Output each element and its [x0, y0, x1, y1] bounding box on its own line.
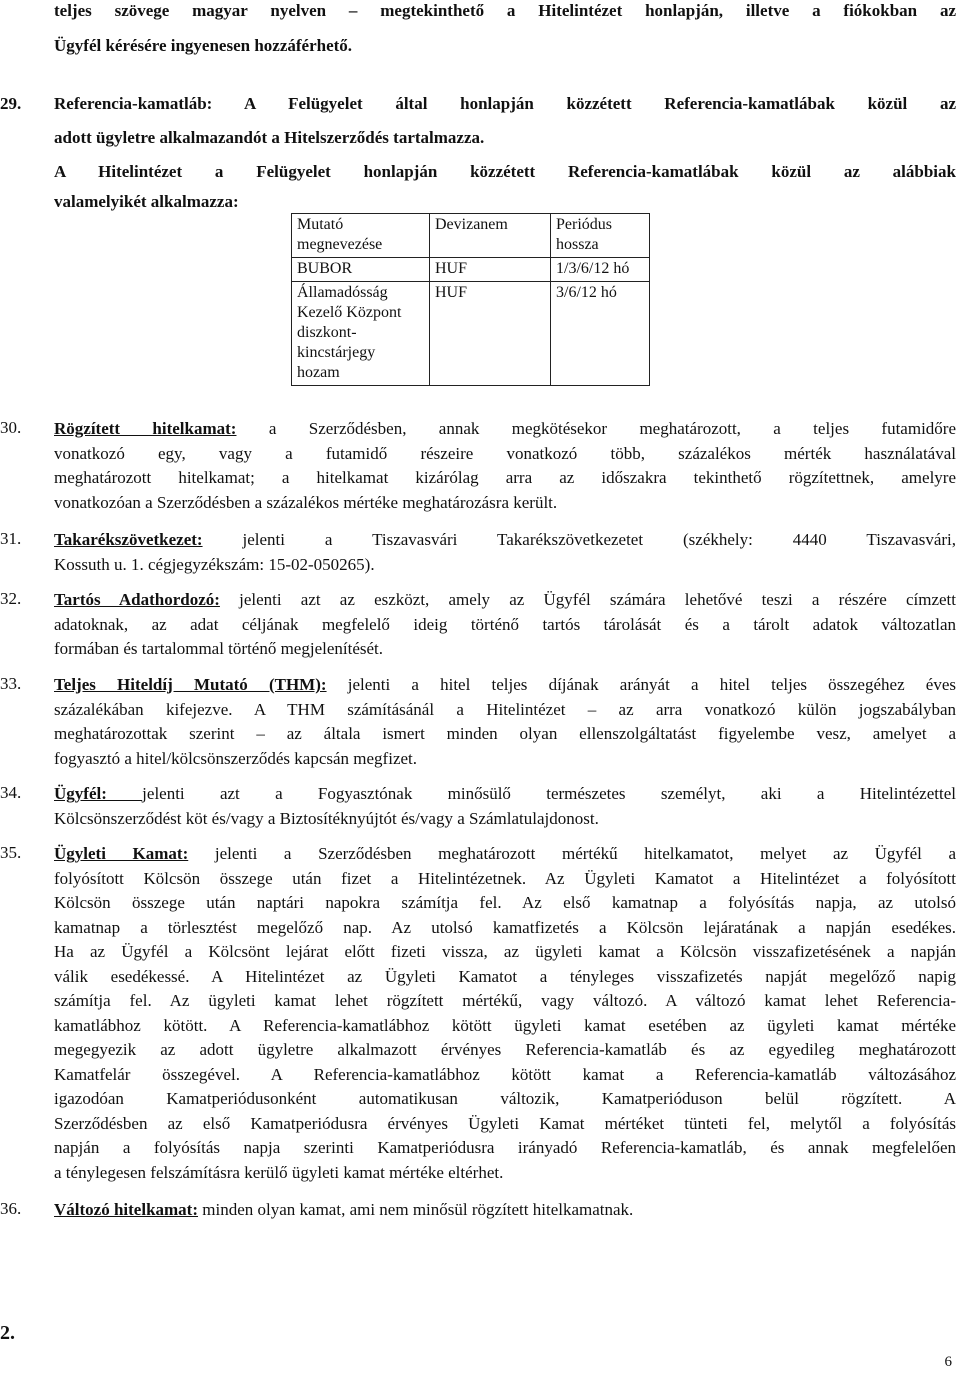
- definition-line: [54, 1112, 956, 1137]
- definition-line: [54, 782, 956, 807]
- definition-line: [54, 698, 956, 723]
- definition-line-text: adatoknak, az adat céljának megfelelő ideig történő tartós tárolását és a tárolt adatok változatlan: [54, 614, 956, 634]
- definition-term: Teljes Hiteldíj Mutató (THM):: [54, 675, 327, 694]
- definition-line: [54, 442, 956, 467]
- definition-line-text: meghatározott hitelkamat; a hitelkamat kizárólag arra az időszakra tekinthető rögzítettnek, amelyre: [54, 468, 956, 487]
- definition-line-text: a Szerződésben, annak megkötésekor meghatározott, a teljes futamidőre: [236, 419, 956, 438]
- definition-line: [54, 940, 956, 965]
- definition-term: Változó hitelkamat:: [54, 1200, 199, 1219]
- definition-line: [54, 989, 956, 1014]
- definition-line-text: számítja fel. Az ügyleti kamat lehet rögzített mértékű, vagy változó. A változó kamat lehet Referencia-: [54, 991, 956, 1010]
- intro-line-2: Ügyfél kérésére ingyenesen hozzáférhető.: [54, 36, 353, 55]
- definition-line: [54, 1087, 956, 1112]
- definition-line-text: Szerződésben az első Kamatperiódusra érvényes Ügyleti Kamat mértéket tünteti fel, melytől a folyósítás: [54, 1113, 956, 1133]
- definition-line-text: Kölcsön összege után naptári napokra számítja fel. Az első kamatnap a folyósítás napja, az utolsó: [54, 893, 956, 912]
- definition-line-text: folyósított Kölcsön összege után fizet a Hitelintézetnek. Az Ügyleti Kamatot a Hitelintézet a folyósított: [54, 868, 956, 888]
- definition-line: [54, 553, 956, 578]
- item-29-number: 29.: [0, 94, 22, 113]
- definition-line-text: vonatkozó egy, vagy a futamidő részeire vonatkozó több, százalékos mérték használatával: [54, 443, 956, 463]
- definition-line-text: jelenti a hitel teljes díjának arányát a hitel teljes összegéhez éves: [326, 675, 957, 694]
- definition-line-text: megegyezik az adott ügyletre alkalmazott érvényes Referencia-kamatláb és az egyedileg meghatározott: [54, 1040, 956, 1059]
- definition-line-text: minden olyan kamat, ami nem minősül rögzített hitelkamatnak.: [198, 1200, 634, 1219]
- definition-line-text: Kölcsönszerződést köt és/vagy a Biztosítéknyújtót és/vagy a Számlatulajdonost.: [54, 808, 599, 828]
- table-row: [292, 258, 650, 282]
- definition-number: 32.: [0, 589, 22, 608]
- definition-line-text: jelenti a Tiszavasvári Takarékszövetkezetet (székhely: 4440 Tiszavasvári,: [202, 530, 956, 549]
- definition-number: 34.: [0, 783, 22, 802]
- definition-number: 36.: [0, 1199, 22, 1218]
- item-29-line-3: A Hitelintézet a Felügyelet honlapján közzétett Referencia-kamatlábak közül az alábbiak: [54, 162, 956, 181]
- table-cell: HUF: [430, 282, 551, 386]
- item-29-line-2: adott ügyletre alkalmazandót a Hitelszerződés tartalmazza.: [54, 128, 485, 147]
- definition-line-text: jelenti azt az eszközt, amely az Ügyfél számára lehetővé teszi a részére címzett: [219, 590, 957, 609]
- definition-line: [54, 891, 956, 916]
- definition-line-text: Kamatfelár összegével. A Referencia-kamatlábhoz kötött kamat a Referencia-kamatláb változásához: [54, 1064, 956, 1084]
- definition-line-text: a ténylegesen felszámításra kerülő ügyleti kamat mértéke eltérhet.: [54, 1162, 504, 1182]
- definition-term: Ügyfél:: [54, 784, 143, 803]
- definition-line: [54, 1161, 956, 1186]
- table-cell: 1/3/6/12 hó: [551, 258, 650, 282]
- definition-line: [54, 965, 956, 990]
- table-cell: HUF: [430, 258, 551, 282]
- definition-line-text: meghatározottak szerint – az általa ismert minden olyan ellenszolgáltatást figyelembe vesz, amelyet a: [54, 724, 956, 743]
- table-cell: 3/6/12 hó: [551, 282, 650, 386]
- definition-line: [54, 722, 956, 747]
- definition-line: [54, 807, 956, 832]
- definition-line: [54, 613, 956, 638]
- intro-line-1: teljes szövege magyar nyelven – megtekinthető a Hitelintézet honlapján, illetve a fiókokban az: [54, 1, 956, 20]
- table-cell: BUBOR: [292, 258, 430, 282]
- definition-text: [54, 842, 956, 1185]
- definition-line: [54, 417, 956, 442]
- definition-line: [54, 916, 956, 941]
- definition-line-text: formában és tartalommal történő megjelenítését.: [54, 639, 384, 658]
- definition-line: [54, 1038, 956, 1063]
- definition-line: [54, 466, 956, 491]
- definition-number: 35.: [0, 843, 22, 862]
- table-header-cell: Periódus hossza: [551, 214, 650, 258]
- section-number: 2.: [0, 1322, 15, 1344]
- definition-line-text: Kossuth u. 1. cégjegyzékszám: 15-02-050265).: [54, 554, 375, 574]
- definition-line-text: vonatkozóan a Szerződésben a százalékos mértéke meghatározásra került.: [54, 492, 558, 512]
- definition-line-text: válik esedékessé. A Hitelintézet az Ügyleti Kamatot a tényleges visszafizetés napját megelőző napig: [54, 966, 956, 986]
- definition-line-text: Ha az Ügyfél a Kölcsönt lejárat előtt fizeti vissza, az ügyleti kamat a Kölcsön visszafizetésének a napján: [54, 942, 956, 961]
- definition-line: [54, 637, 956, 662]
- definition-line: [54, 842, 956, 867]
- item-29-line-4: valamelyikét alkalmazza:: [54, 192, 239, 211]
- definition-line: [54, 1198, 956, 1223]
- table-row: [292, 282, 650, 386]
- definition-term: Takarékszövetkezet:: [54, 530, 203, 549]
- definition-line-text: igazodóan Kamatperiódusonként automatikusan változik, Kamatperióduson belül rögzített. A: [54, 1089, 956, 1108]
- definition-line: [54, 1063, 956, 1088]
- definition-line-text: jelenti a Szerződésben meghatározott mértékű hitelkamatot, melyet az Ügyfél a: [188, 844, 957, 863]
- definition-term: Ügyleti Kamat:: [54, 844, 189, 863]
- definition-line: [54, 528, 956, 553]
- definition-line-text: fogyasztó a hitel/kölcsönszerződés kapcsán megfizet.: [54, 748, 418, 768]
- table-header-cell: Mutató megnevezése: [292, 214, 430, 258]
- definition-term: Rögzített hitelkamat:: [54, 419, 237, 438]
- table-cell: Államadósság Kezelő Központ diszkont- kincstárjegy hozam: [292, 282, 430, 386]
- definition-text: [54, 782, 956, 831]
- definition-line-text: kamatnap a törlesztést megelőző nap. Az utolsó kamatfizetés a Kölcsön lejáratának a napján esedékes.: [54, 917, 956, 937]
- definition-line: [54, 588, 956, 613]
- definition-text: [54, 673, 956, 771]
- table-header-cell: Devizanem: [430, 214, 551, 258]
- definition-line: [54, 867, 956, 892]
- definition-text: [54, 588, 956, 662]
- definition-line-text: jelenti azt a Fogyasztónak minősülő természetes személyt, aki a Hitelintézettel: [142, 784, 956, 803]
- definition-number: 33.: [0, 674, 22, 693]
- reference-rate-table: [291, 213, 650, 386]
- item-29-line-1: Referencia-kamatláb: A Felügyelet által honlapján közzétett Referencia-kamatlábak közül az: [54, 94, 956, 113]
- page-number: 6: [944, 1354, 952, 1370]
- definition-line: [54, 747, 956, 772]
- definition-text: [54, 417, 956, 515]
- table-header-row: [292, 214, 650, 258]
- definition-text: [54, 1198, 956, 1223]
- definition-line: [54, 491, 956, 516]
- definition-line-text: kamatlábhoz kötött. A Referencia-kamatlábhoz kötött ügyleti kamat esetében az ügyleti kamat mértéke: [54, 1015, 956, 1035]
- definition-line: [54, 1136, 956, 1161]
- definition-text: [54, 528, 956, 577]
- definition-number: 31.: [0, 529, 22, 548]
- definition-line-text: százalékában kifejezve. A THM számításánál a Hitelintézet – az arra vonatkozó külön jogszabályban: [54, 699, 956, 719]
- definition-line: [54, 1014, 956, 1039]
- definition-line: [54, 673, 956, 698]
- definition-number: 30.: [0, 418, 22, 437]
- definition-line-text: napján a folyósítás napja szerinti Kamatperiódusra irányadó Referencia-kamatláb, és annak megfelelően: [54, 1138, 956, 1157]
- definition-term: Tartós Adathordozó:: [54, 590, 220, 609]
